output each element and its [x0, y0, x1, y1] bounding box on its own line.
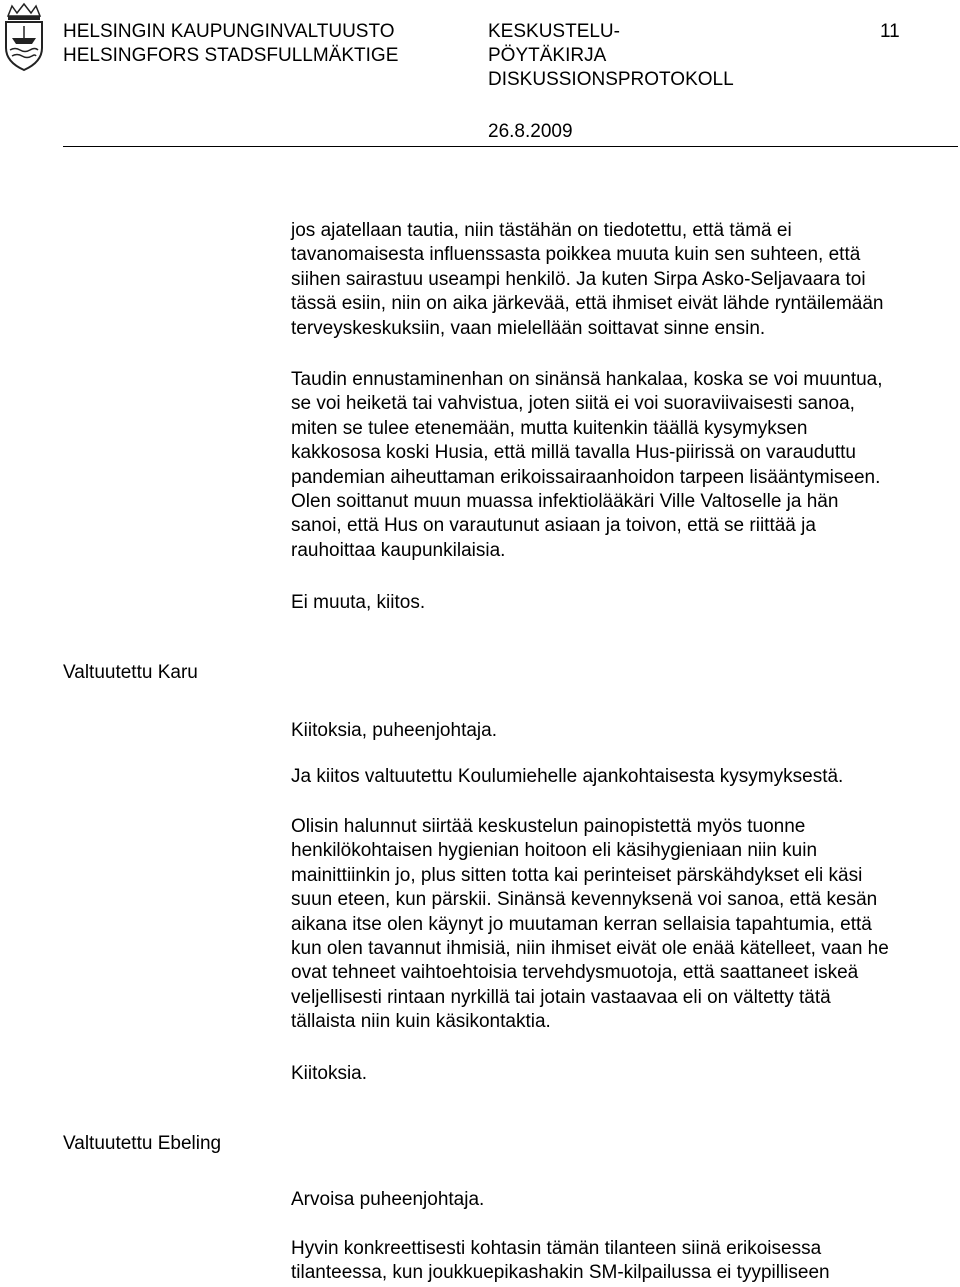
paragraph-7: Kiitoksia. — [291, 1063, 368, 1084]
doc-type-line-2: PÖYTÄKIRJA — [488, 45, 607, 66]
text-line: miten se tulee etenemään, mutta kuitenkin täällä kysymyksen — [291, 417, 808, 439]
text-line: rauhoittaa kaupunkilaisia. — [291, 539, 506, 561]
document-date: 26.8.2009 — [488, 121, 573, 142]
text-line: siihen sairastuu useampi henkilö. Ja kuten Sirpa Asko-Seljavaara toi — [291, 268, 866, 290]
paragraph-6 — [291, 815, 889, 1035]
header-document-type — [488, 20, 734, 92]
text-line: mainittiinkin jo, plus sitten totta kai perinteiset pärskähdykset eli käsi — [291, 864, 863, 886]
doc-type-line-1: KESKUSTELU- — [488, 21, 620, 42]
text-line: Hyvin konkreettisesti kohtasin tämän tilanteen siinä erikoisessa — [291, 1238, 822, 1259]
speaker-karu: Valtuutettu Karu — [63, 662, 198, 683]
text-line: aikana itse olen käynyt jo muutaman kerran sellaisia tapahtumia, että — [291, 913, 872, 935]
text-line: tavanomaisesta influenssasta poikkea muuta kuin sen suhteen, että — [291, 244, 861, 266]
text-line: henkilökohtaisen hygienian hoitoon eli käsihygieniaan niin kuin — [291, 840, 818, 862]
text-line: pandemian aiheuttaman erikoissairaanhoidon tarpeen lisääntymiseen. — [291, 466, 881, 488]
text-line: kun olen tavannut ihmisiä, niin ihmiset eivät ole enää kätelleet, vaan he — [291, 938, 889, 960]
text-line: kakkososa koski Husia, että millä tavalla Hus-piirissä on varauduttu — [291, 442, 856, 464]
text-line: tilanteessa, kun joukkuepikashakin SM-kilpailussa ei tyypilliseen — [291, 1262, 830, 1284]
paragraph-5: Ja kiitos valtuutettu Koulumiehelle ajankohtaisesta kysymyksestä. — [291, 766, 844, 787]
text-line: ovat tehneet vaihtoehtoisia tervehdysmuotoja, että saattaneet iskeä — [291, 962, 859, 984]
paragraph-8: Arvoisa puheenjohtaja. — [291, 1189, 485, 1210]
helsinki-crest-icon — [2, 2, 46, 74]
paragraph-2 — [291, 368, 883, 563]
text-line: tällaista niin kuin käsikontaktia. — [291, 1011, 551, 1033]
paragraph-1 — [291, 219, 884, 341]
org-name-swedish: HELSINGFORS STADSFULLMÄKTIGE — [63, 45, 399, 66]
speaker-ebeling: Valtuutettu Ebeling — [63, 1133, 222, 1154]
text-line: terveyskeskuksiin, vaan mielellään soittavat sinne ensin. — [291, 317, 766, 339]
text-line: Olisin halunnut siirtää keskustelun painopistettä myös tuonne — [291, 816, 806, 837]
header-divider — [63, 146, 958, 147]
paragraph-9 — [291, 1237, 830, 1286]
text-line: se voi heiketä tai vahvistua, joten siitä ei voi suoraviivaisesti sanoa, — [291, 393, 855, 415]
text-line: veljellisesti rintaan nyrkillä tai jotain vastaavaa eli on vältetty tätä — [291, 986, 831, 1008]
text-line: tässä esiin, niin on aika järkevää, että ihmiset eivät lähde ryntäilemään — [291, 293, 884, 315]
header-organization — [63, 20, 398, 68]
text-line: Olen soittanut muun muassa infektiolääkäri Ville Valtoselle ja hän — [291, 491, 839, 513]
paragraph-3: Ei muuta, kiitos. — [291, 592, 426, 613]
doc-type-line-3: DISKUSSIONSPROTOKOLL — [488, 69, 734, 90]
text-line: jos ajatellaan tautia, niin tästähän on tiedotettu, että tämä ei — [291, 220, 792, 241]
text-line: suun eteen, kun pärskii. Sinänsä kevennyksenä voi sanoa, että kesän — [291, 889, 878, 911]
text-line: sanoi, että Hus on varautunut asiaan ja toivon, että se riittää ja — [291, 515, 816, 537]
paragraph-4: Kiitoksia, puheenjohtaja. — [291, 720, 497, 741]
org-name-finnish: HELSINGIN KAUPUNGINVALTUUSTO — [63, 21, 395, 42]
text-line: Taudin ennustaminenhan on sinänsä hankalaa, koska se voi muuntua, — [291, 369, 883, 390]
page-number: 11 — [880, 21, 900, 42]
